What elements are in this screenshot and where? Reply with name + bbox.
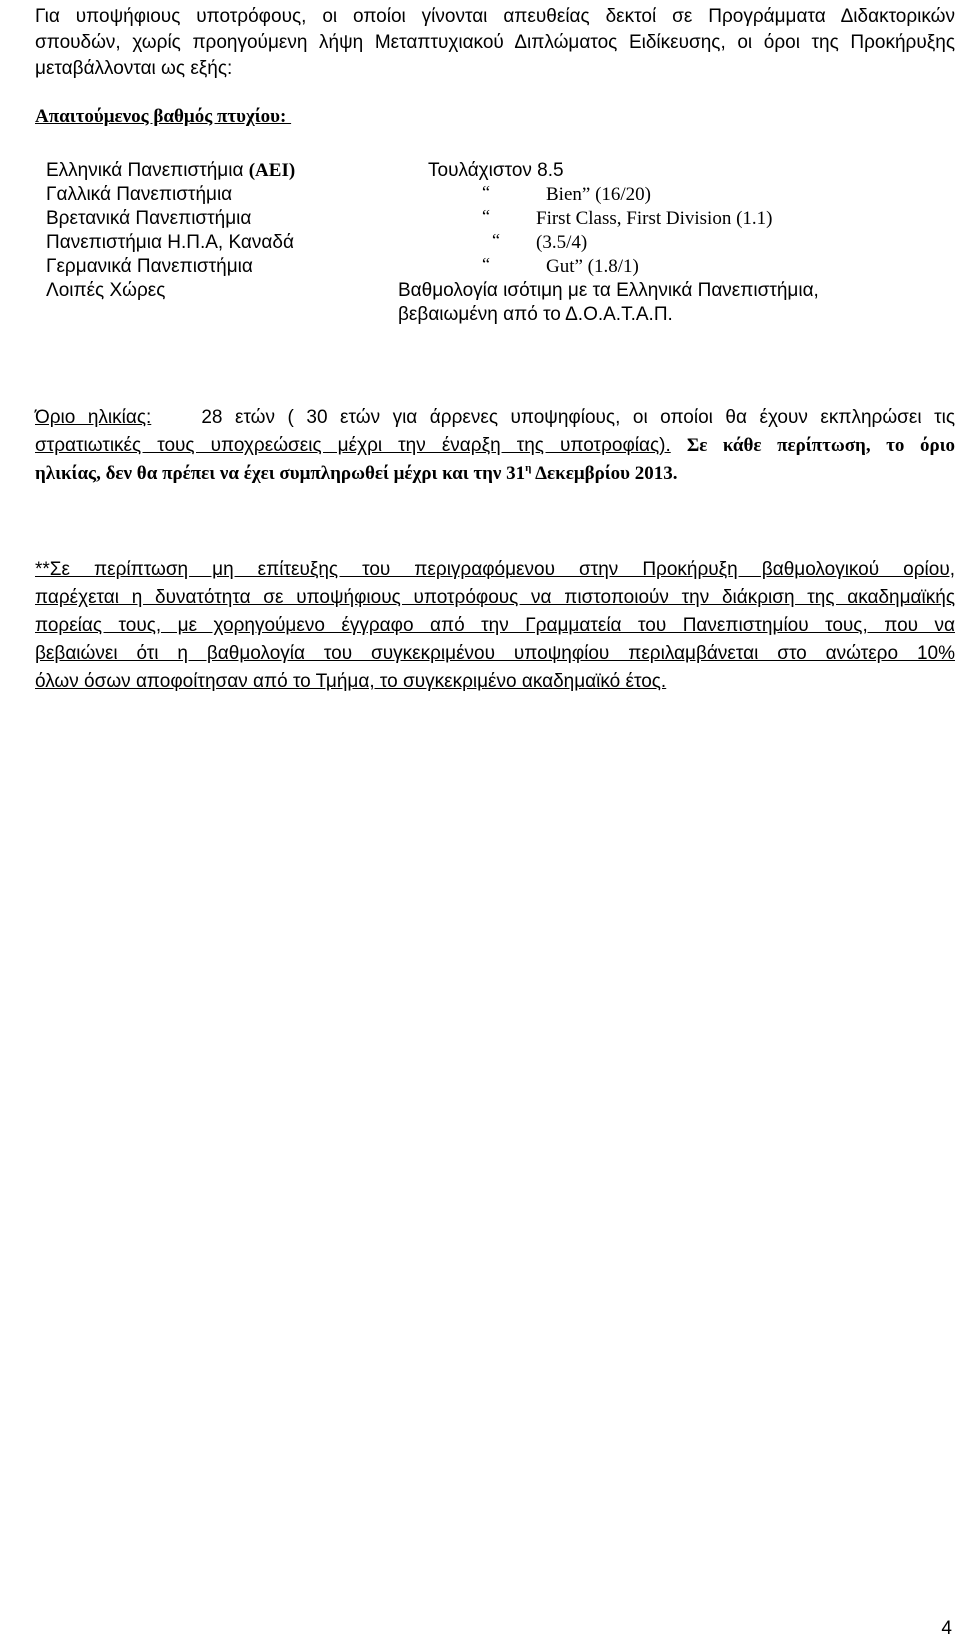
note-line-1: **Σε περίπτωση μη επίτευξης του περιγραφόμενου στην Προκήρυξη βαθμολογικού ορίου, bbox=[35, 559, 955, 580]
ditto-mark: “ bbox=[482, 254, 490, 274]
grade-country bbox=[46, 160, 295, 182]
intro-paragraph bbox=[35, 4, 955, 82]
ditto-mark: “ bbox=[482, 182, 490, 202]
grade-value: Τουλάχιστον 8.5 bbox=[428, 160, 564, 181]
age-line-2 bbox=[35, 432, 955, 460]
age-limit-text: 28 ετών ( 30 ετών για άρρενες υποψηφίους, οι οποίοι θα έχουν εκπληρώσει τις bbox=[201, 407, 955, 428]
grade-country: Γερμανικά Πανεπιστήμια bbox=[46, 256, 253, 277]
grade-value: Βαθμολογία ισότιμη με τα Ελληνικά Πανεπιστήμια, bbox=[398, 280, 819, 301]
grade-country-label: Ελληνικά Πανεπιστήμια bbox=[46, 160, 249, 181]
age-deadline-part-b: Δεκεμβρίου 2013. bbox=[535, 463, 678, 484]
intro-line-2: σπουδών, χωρίς προηγούμενη λήψη Μεταπτυχιακού Διπλώματος Ειδίκευσης, οι όροι της Προκήρυξης bbox=[35, 32, 955, 53]
age-limit-paragraph bbox=[35, 404, 955, 488]
grade-value: First Class, First Division (1.1) bbox=[536, 208, 773, 229]
age-line-1 bbox=[35, 404, 955, 432]
age-deadline-text bbox=[35, 463, 678, 484]
exception-note-paragraph bbox=[35, 556, 955, 696]
note-line-4: βεβαιώνει ότι η βαθμολογία του συγκεκριμένου υποψηφίου περιλαμβάνεται στο ανώτερο 10% bbox=[35, 643, 955, 664]
ditto-mark: “ bbox=[482, 206, 490, 226]
intro-line-1: Για υποψήφιους υποτρόφους, οι οποίοι γίνονται απευθείας δεκτοί σε Προγράμματα Διδακτορικών bbox=[35, 6, 955, 27]
note-line-2: παρέχεται η δυνατότητα σε υποψήφιους υποτρόφους να πιστοποιούν την διάκριση της ακαδημαϊκής bbox=[35, 587, 955, 608]
note-line-5: όλων όσων αποφοίτησαν από το Τμήμα, το συγκεκριμένο ακαδημαϊκό έτος. bbox=[35, 671, 667, 692]
note-line-3: πορείας τους, με χορηγούμενο έγγραφο από την Γραμματεία του Πανεπιστημίου τους, που να bbox=[35, 615, 955, 636]
grade-country: Γαλλικά Πανεπιστήμια bbox=[46, 184, 233, 205]
grade-value: (3.5/4) bbox=[536, 232, 588, 253]
grade-value-continuation: βεβαιωμένη από το Δ.Ο.Α.Τ.Α.Π. bbox=[398, 304, 673, 325]
age-deadline-part-a: ηλικίας, δεν θα πρέπει να έχει συμπληρωθεί μέχρι και την 31 bbox=[35, 463, 526, 484]
required-grade-heading: Απαιτούμενος βαθμός πτυχίου: bbox=[35, 106, 292, 127]
grade-country: Βρετανικά Πανεπιστήμια bbox=[46, 208, 252, 229]
grade-country: Λοιπές Χώρες bbox=[46, 280, 166, 301]
grade-value: Gut” (1.8/1) bbox=[546, 256, 639, 277]
intro-line-3: μεταβάλλονται ως εξής: bbox=[35, 58, 233, 79]
page-number: 4 bbox=[941, 1618, 952, 1639]
grade-country-sub: (ΑΕΙ) bbox=[248, 160, 296, 181]
grade-country: Πανεπιστήμια Η.Π.Α, Καναδά bbox=[46, 232, 294, 253]
ditto-mark: “ bbox=[492, 230, 500, 250]
age-emphasis-text: Σε κάθε περίπτωση, το όριο bbox=[686, 435, 955, 456]
age-deadline-sup: η bbox=[525, 462, 532, 474]
age-limit-label: Όριο ηλικίας: bbox=[35, 407, 152, 428]
age-line-3 bbox=[35, 460, 955, 488]
grade-value: Bien” (16/20) bbox=[546, 184, 652, 205]
age-military-text: στρατιωτικές τους υποχρεώσεις μέχρι την έναρξη της υποτροφίας). bbox=[35, 435, 671, 456]
